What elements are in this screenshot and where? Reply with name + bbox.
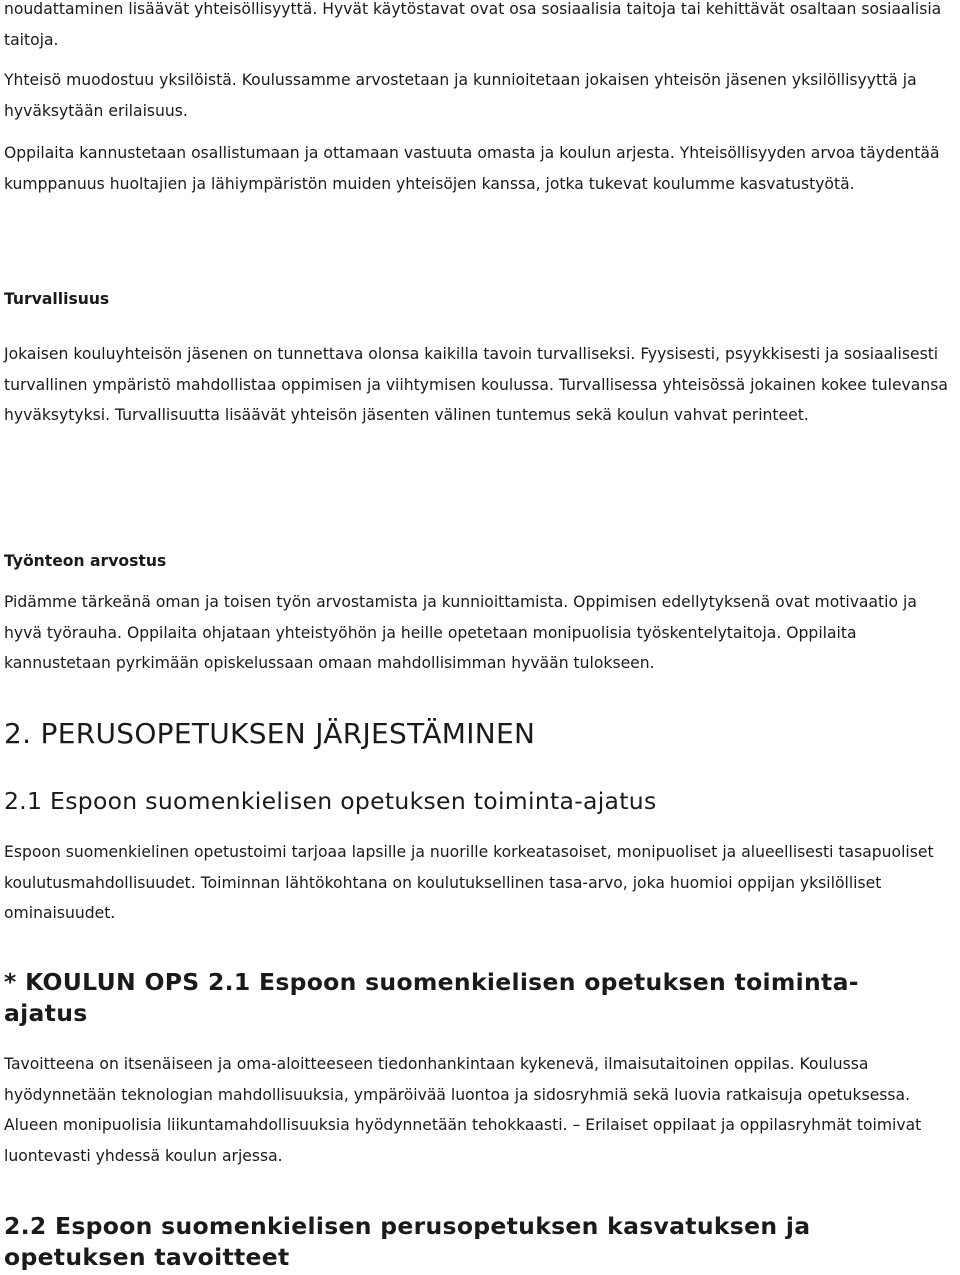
paragraph-text: Yhteisö muodostuu yksilöistä. Koulussamme arvostetaan ja kunnioitetaan jokaisen yhteisön jäsenen yksilöllisyyttä ja hyväksytään erilaisuus. bbox=[4, 71, 917, 120]
section-heading: 2.1 Espoon suomenkielisen opetuksen toiminta-ajatus bbox=[4, 787, 657, 815]
paragraph-good-manners bbox=[4, 0, 954, 55]
heading-section-2-2 bbox=[4, 1211, 954, 1273]
paragraph-community bbox=[4, 65, 954, 126]
paragraph-participation bbox=[4, 138, 954, 199]
section-heading: Turvallisuus bbox=[4, 290, 110, 308]
heading-school-ops bbox=[4, 967, 954, 1029]
paragraph-text: Oppilaita kannustetaan osallistumaan ja ottamaan vastuuta omasta ja koulun arjesta. Yhteisöllisyyden arvoa täydentää kumppanuus huoltajien ja lähiympäristön muiden yhteisöjen kanssa, jotka tukevat koulumme kasvatustyötä. bbox=[4, 144, 940, 193]
paragraph-text: Espoon suomenkielinen opetustoimi tarjoaa lapsille ja nuorille korkeatasoiset, monipuoliset ja alueellisesti tasapuoliset koulutusmahdollisuudet. Toiminnan lähtökohtana on koulutuksellinen tasa-arvo, joka huomioi oppijan yksilölliset ominaisuudet. bbox=[4, 843, 934, 922]
section-heading: 2.2 Espoon suomenkielisen perusopetuksen kasvatuksen ja opetuksen tavoitteet bbox=[4, 1212, 811, 1271]
paragraph-mission bbox=[4, 837, 954, 929]
heading-safety bbox=[4, 288, 954, 310]
heading-chapter-2 bbox=[4, 717, 954, 751]
paragraph-work-appreciation bbox=[4, 587, 954, 679]
heading-section-2-1 bbox=[4, 786, 954, 817]
section-heading: Työnteon arvostus bbox=[4, 552, 167, 570]
paragraph-text: Jokaisen kouluyhteisön jäsenen on tunnettava olonsa kaikilla tavoin turvalliseksi. Fyysisesti, psyykkisesti ja sosiaalisesti turvallinen ympäristö mahdollistaa oppimisen ja viihtymisen koulussa. Turvallisessa yhteisössä jokainen kokee tulevansa hyväksytyksi. Turvallisuutta lisäävät yhteisön jäsenten välinen tuntemus sekä koulun vahvat perinteet. bbox=[4, 345, 948, 424]
paragraph-safety bbox=[4, 339, 954, 431]
paragraph-text: Pidämme tärkeänä oman ja toisen työn arvostamista ja kunnioittamista. Oppimisen edellytyksenä ovat motivaatio ja hyvä työrauha. Oppilaita ohjataan yhteistyöhön ja heille opetetaan monipuolisia työskentelytaitoja. Oppilaita kannustetaan pyrkimään opiskelussaan omaan mahdollisimman hyvään tulokseen. bbox=[4, 593, 917, 672]
paragraph-text: noudattaminen lisäävät yhteisöllisyyttä. Hyvät käytöstavat ovat osa sosiaalisia taitoja tai kehittävät osaltaan sosiaalisia taitoja. bbox=[4, 0, 942, 49]
paragraph-text: Tavoitteena on itsenäiseen ja oma-aloitteeseen tiedonhankintaan kykenevä, ilmaisutaitoinen oppilas. Koulussa hyödynnetään teknologian mahdollisuuksia, ympäröivää luontoa ja sidosryhmiä sekä luovia ratkaisuja opetuksessa. Alueen monipuolisia liikuntamahdollisuuksia hyödynnetään tehokkaasti. – Erilaiset oppilaat ja oppilasryhmät toimivat luontevasti yhdessä koulun arjessa. bbox=[4, 1055, 922, 1165]
chapter-heading: 2. PERUSOPETUKSEN JÄRJESTÄMINEN bbox=[4, 717, 536, 750]
paragraph-school-goals bbox=[4, 1049, 954, 1171]
section-heading: * KOULUN OPS 2.1 Espoon suomenkielisen opetuksen toiminta-ajatus bbox=[4, 968, 859, 1027]
heading-work-appreciation bbox=[4, 550, 954, 572]
